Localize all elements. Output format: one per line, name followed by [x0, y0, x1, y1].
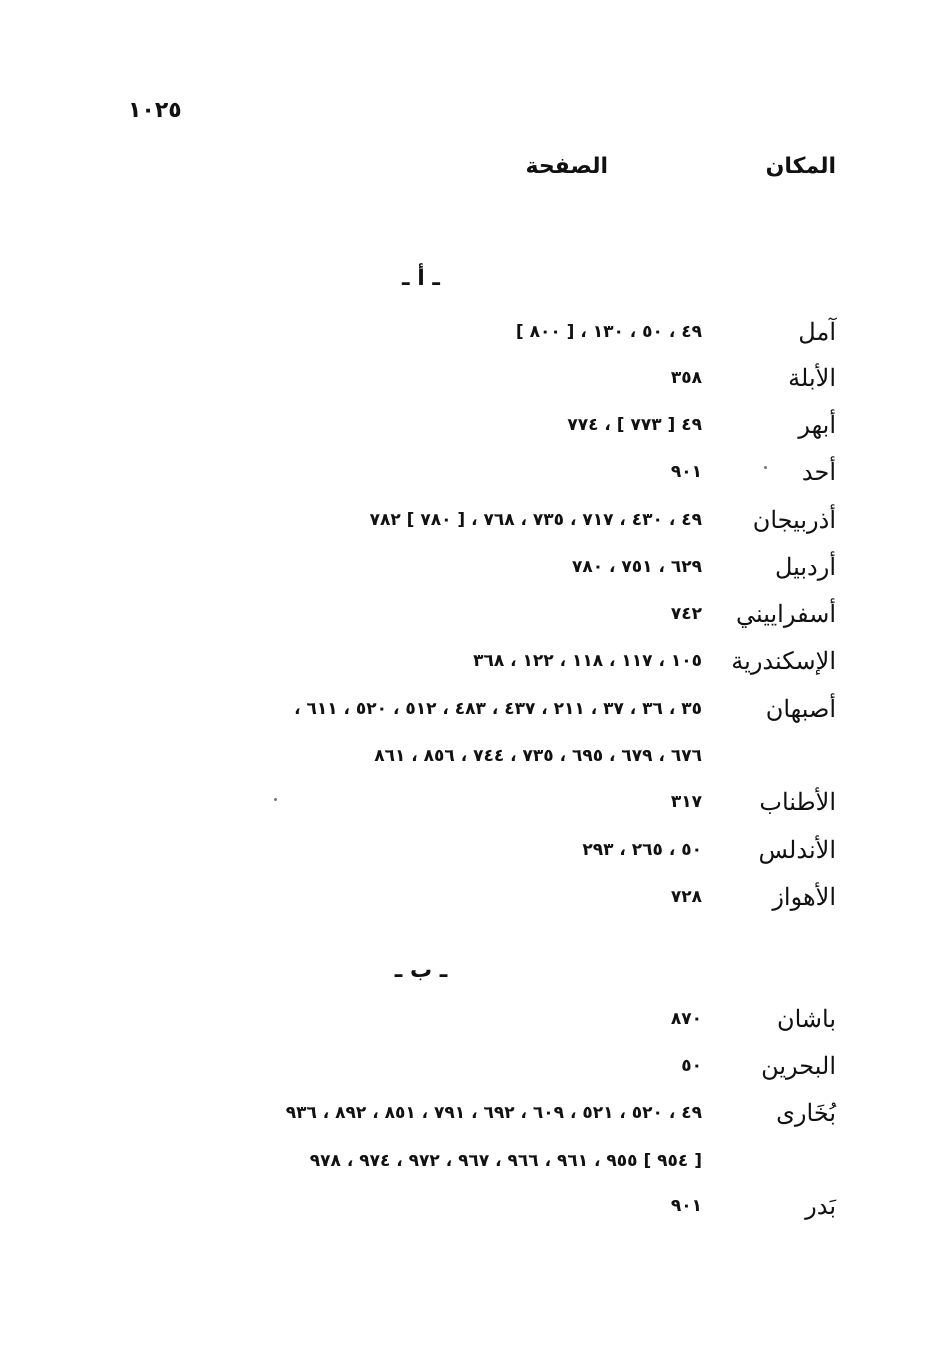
entry-place: أبهر [798, 411, 836, 439]
entry-pages: ٣٥ ، ٣٦ ، ٣٧ ، ٢١١ ، ٤٣٧ ، ٤٨٣ ، ٥١٢ ، ٥٢٠ ، ٦١١ ، [294, 699, 702, 719]
index-entry [0, 458, 942, 504]
entry-pages: ١٠٥ ، ١١٧ ، ١١٨ ، ١٢٢ ، ٣٦٨ [473, 651, 702, 671]
entry-place: بَدر [805, 1192, 836, 1220]
entry-place: أحد [801, 458, 836, 486]
section-title-ba: ـ ب ـ [394, 958, 448, 983]
entry-place: الإسكندرية [731, 647, 836, 675]
entry-place: بُخَارى [776, 1099, 836, 1127]
entry-pages-continued: ٦٧٦ ، ٦٧٩ ، ٦٩٥ ، ٧٣٥ ، ٧٤٤ ، ٨٥٦ ، ٨٦١ [374, 746, 702, 766]
entry-place: أصبهان [765, 695, 836, 723]
index-entry [0, 836, 942, 882]
index-entry-continuation [0, 742, 942, 788]
index-entry [0, 318, 942, 364]
index-entry [0, 695, 942, 741]
entry-place: آمل [798, 318, 836, 346]
index-entry [0, 647, 942, 693]
entry-pages: ٩٠١ [670, 462, 702, 482]
index-entry [0, 788, 942, 834]
entry-place: أردبيل [774, 553, 836, 581]
place-column-header: المكان [765, 154, 836, 179]
entry-place: الأهواز [772, 883, 836, 911]
entry-pages: ٩٠١ [670, 1196, 702, 1216]
index-entry [0, 553, 942, 599]
index-entry-continuation [0, 1147, 942, 1193]
index-entry [0, 364, 942, 410]
entry-place: أسفراييني [736, 600, 836, 628]
entry-pages: ٧٢٨ [670, 887, 702, 907]
index-entry [0, 883, 942, 929]
page-number: ١٠٢٥ [128, 98, 182, 123]
index-entry [0, 1052, 942, 1098]
scan-speck [274, 798, 277, 801]
entry-pages-continued: [ ٩٥٤ ] ٩٥٥ ، ٩٦١ ، ٩٦٦ ، ٩٦٧ ، ٩٧٢ ، ٩٧٤ ، ٩٧٨ [309, 1151, 702, 1171]
page-column-header: الصفحة [525, 154, 608, 179]
index-entry [0, 1099, 942, 1145]
index-entry [0, 506, 942, 552]
entry-pages: ٤٩ ، ٥٠ ، ١٣٠ ، [ ٨٠٠ ] [515, 322, 702, 342]
entry-place: باشان [776, 1005, 836, 1033]
index-entry [0, 411, 942, 457]
index-entry [0, 1005, 942, 1051]
entry-pages: ٣١٧ [670, 792, 702, 812]
index-entry [0, 600, 942, 646]
entry-pages: ٤٩ [ ٧٧٣ ] ، ٧٧٤ [567, 415, 702, 435]
index-entry [0, 1192, 942, 1238]
entry-pages: ٥٠ ، ٢٦٥ ، ٢٩٣ [582, 840, 702, 860]
entry-pages: ٥٠ [681, 1056, 702, 1076]
section-title-alif: ـ أ ـ [402, 266, 440, 291]
entry-pages: ٦٢٩ ، ٧٥١ ، ٧٨٠ [571, 557, 702, 577]
entry-pages: ٨٧٠ [670, 1009, 702, 1029]
entry-pages: ٣٥٨ [670, 368, 702, 388]
entry-place: الأبلة [788, 364, 836, 392]
entry-place: الأندلس [758, 836, 836, 864]
entry-place: الأطناب [759, 788, 836, 816]
entry-pages: ٤٩ ، ٤٣٠ ، ٧١٧ ، ٧٣٥ ، ٧٦٨ ، [ ٧٨٠ ] ٧٨٢ [369, 510, 702, 530]
entry-place: البحرين [761, 1052, 836, 1080]
entry-place: أذربيجان [752, 506, 836, 534]
entry-pages: ٤٩ ، ٥٢٠ ، ٥٢١ ، ٦٠٩ ، ٦٩٢ ، ٧٩١ ، ٨٥١ ، ٨٩٢ ، ٩٣٦ [285, 1103, 702, 1123]
scan-speck [764, 466, 767, 469]
entry-pages: ٧٤٢ [670, 604, 702, 624]
